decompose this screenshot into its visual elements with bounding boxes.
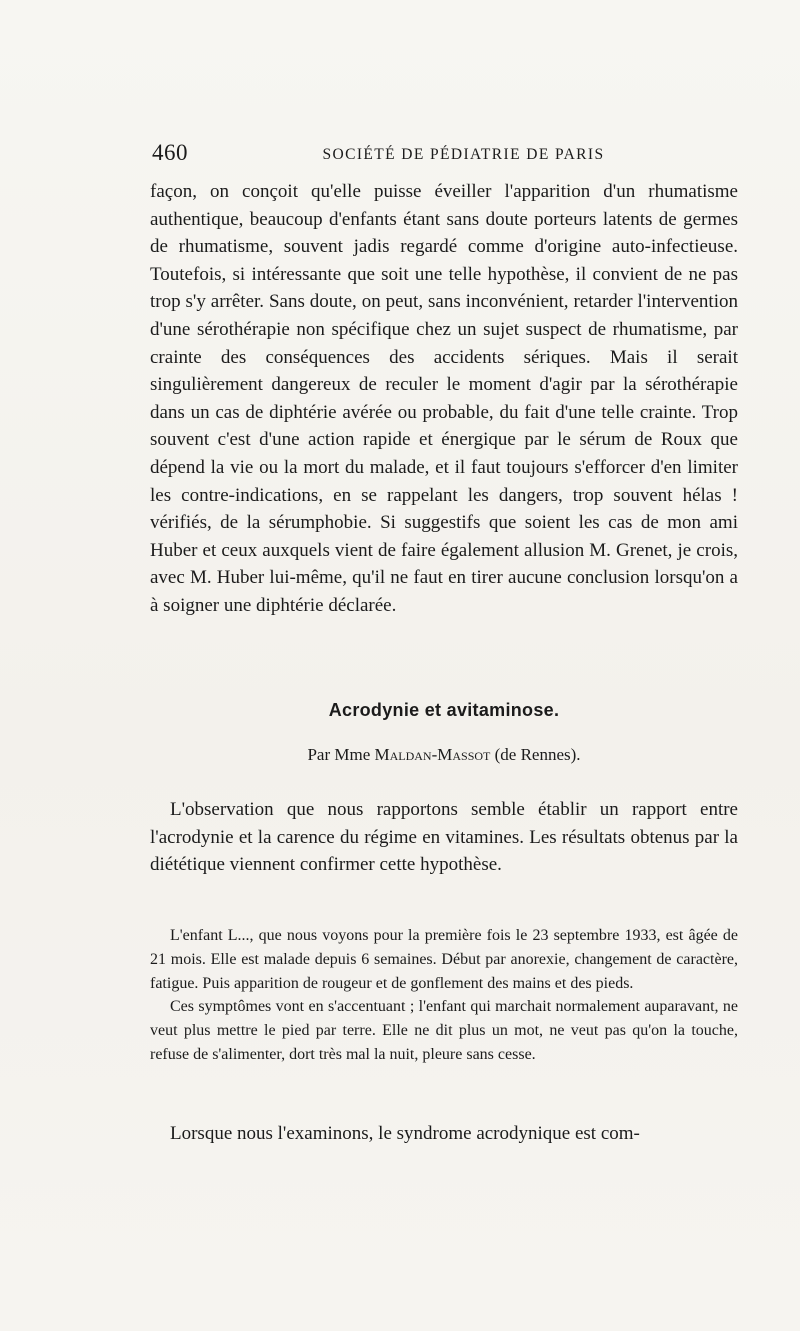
page-header <box>152 140 740 172</box>
intro-text: L'observation que nous rapportons semble établir un rapport entre l'acrodynie et la carence du régime en vitamines. Les résultats obtenus par la diététique viennent confirmer cette hypothèse. <box>150 799 738 876</box>
closing-text: Lorsque nous l'examinons, le syndrome acrodynique est com- <box>170 1123 640 1144</box>
article-title: Acrodynie et avitaminose. <box>328 700 560 720</box>
closing-paragraph <box>150 1120 738 1148</box>
case-paragraph: Ces symptômes vont en s'accentuant ; l'enfant qui marchait normalement auparavant, ne veut plus mettre le pied par terre. Elle ne dit plus un mot, ne veut pas qu'on la touche, refuse de s'alimenter, dort très mal la nuit, pleure sans cesse. <box>150 998 738 1063</box>
case-report <box>150 924 738 1067</box>
case-paragraph: L'enfant L..., que nous voyons pour la première fois le 23 septembre 1933, est âgée de 21 mois. Elle est malade depuis 6 semaines. Début par anorexie, changement de caractère, fatigue. Puis apparition de rougeur et de gonflement des mains et des pieds. <box>150 927 738 992</box>
paragraph-text: façon, on conçoit qu'elle puisse éveiller l'apparition d'un rhumatisme authentique, beaucoup d'enfants étant sans doute porteurs latents de germes de rhumatisme, souvent jadis regardé comme d'origine auto-infectieuse. Toutefois, si intéressante que soit une telle hypothèse, il convient de ne pas trop s'y arrêter. Sans doute, on peut, sans inconvénient, retarder l'intervention d'une sérothérapie non spécifique chez un sujet suspect de rhumatisme, par crainte des conséquences des accidents sériques. Mais il serait singulièrement dangereux de reculer le moment d'agir par la sérothérapie dans un cas de diphtérie avérée ou probable, du fait d'une telle crainte. Trop souvent c'est d'une action rapide et énergique par le sérum de Roux que dépend la vie ou la mort du malade, et il faut toujours s'efforcer d'en limiter les contre-indications, en se rappelant les dangers, trop souvent hélas ! vérifiés, de la sérumphobie. Si suggestifs que soient les cas de mon ami Huber et ceux auxquels vient de faire également allusion M. Grenet, je crois, avec M. Huber lui-même, qu'il ne faut en tirer aucune conclusion lorsqu'on a à soigner une diphtérie déclarée. <box>150 181 738 616</box>
author-location: (de Rennes). <box>494 745 581 764</box>
continued-paragraph <box>150 178 738 620</box>
author-name: Maldan-Massot <box>374 745 491 764</box>
author-prefix: Par Mme <box>307 745 371 764</box>
page-number: 460 <box>152 140 188 165</box>
article-author <box>150 745 738 765</box>
running-title: SOCIÉTÉ DE PÉDIATRIE DE PARIS <box>322 146 605 163</box>
intro-paragraph <box>150 796 738 879</box>
